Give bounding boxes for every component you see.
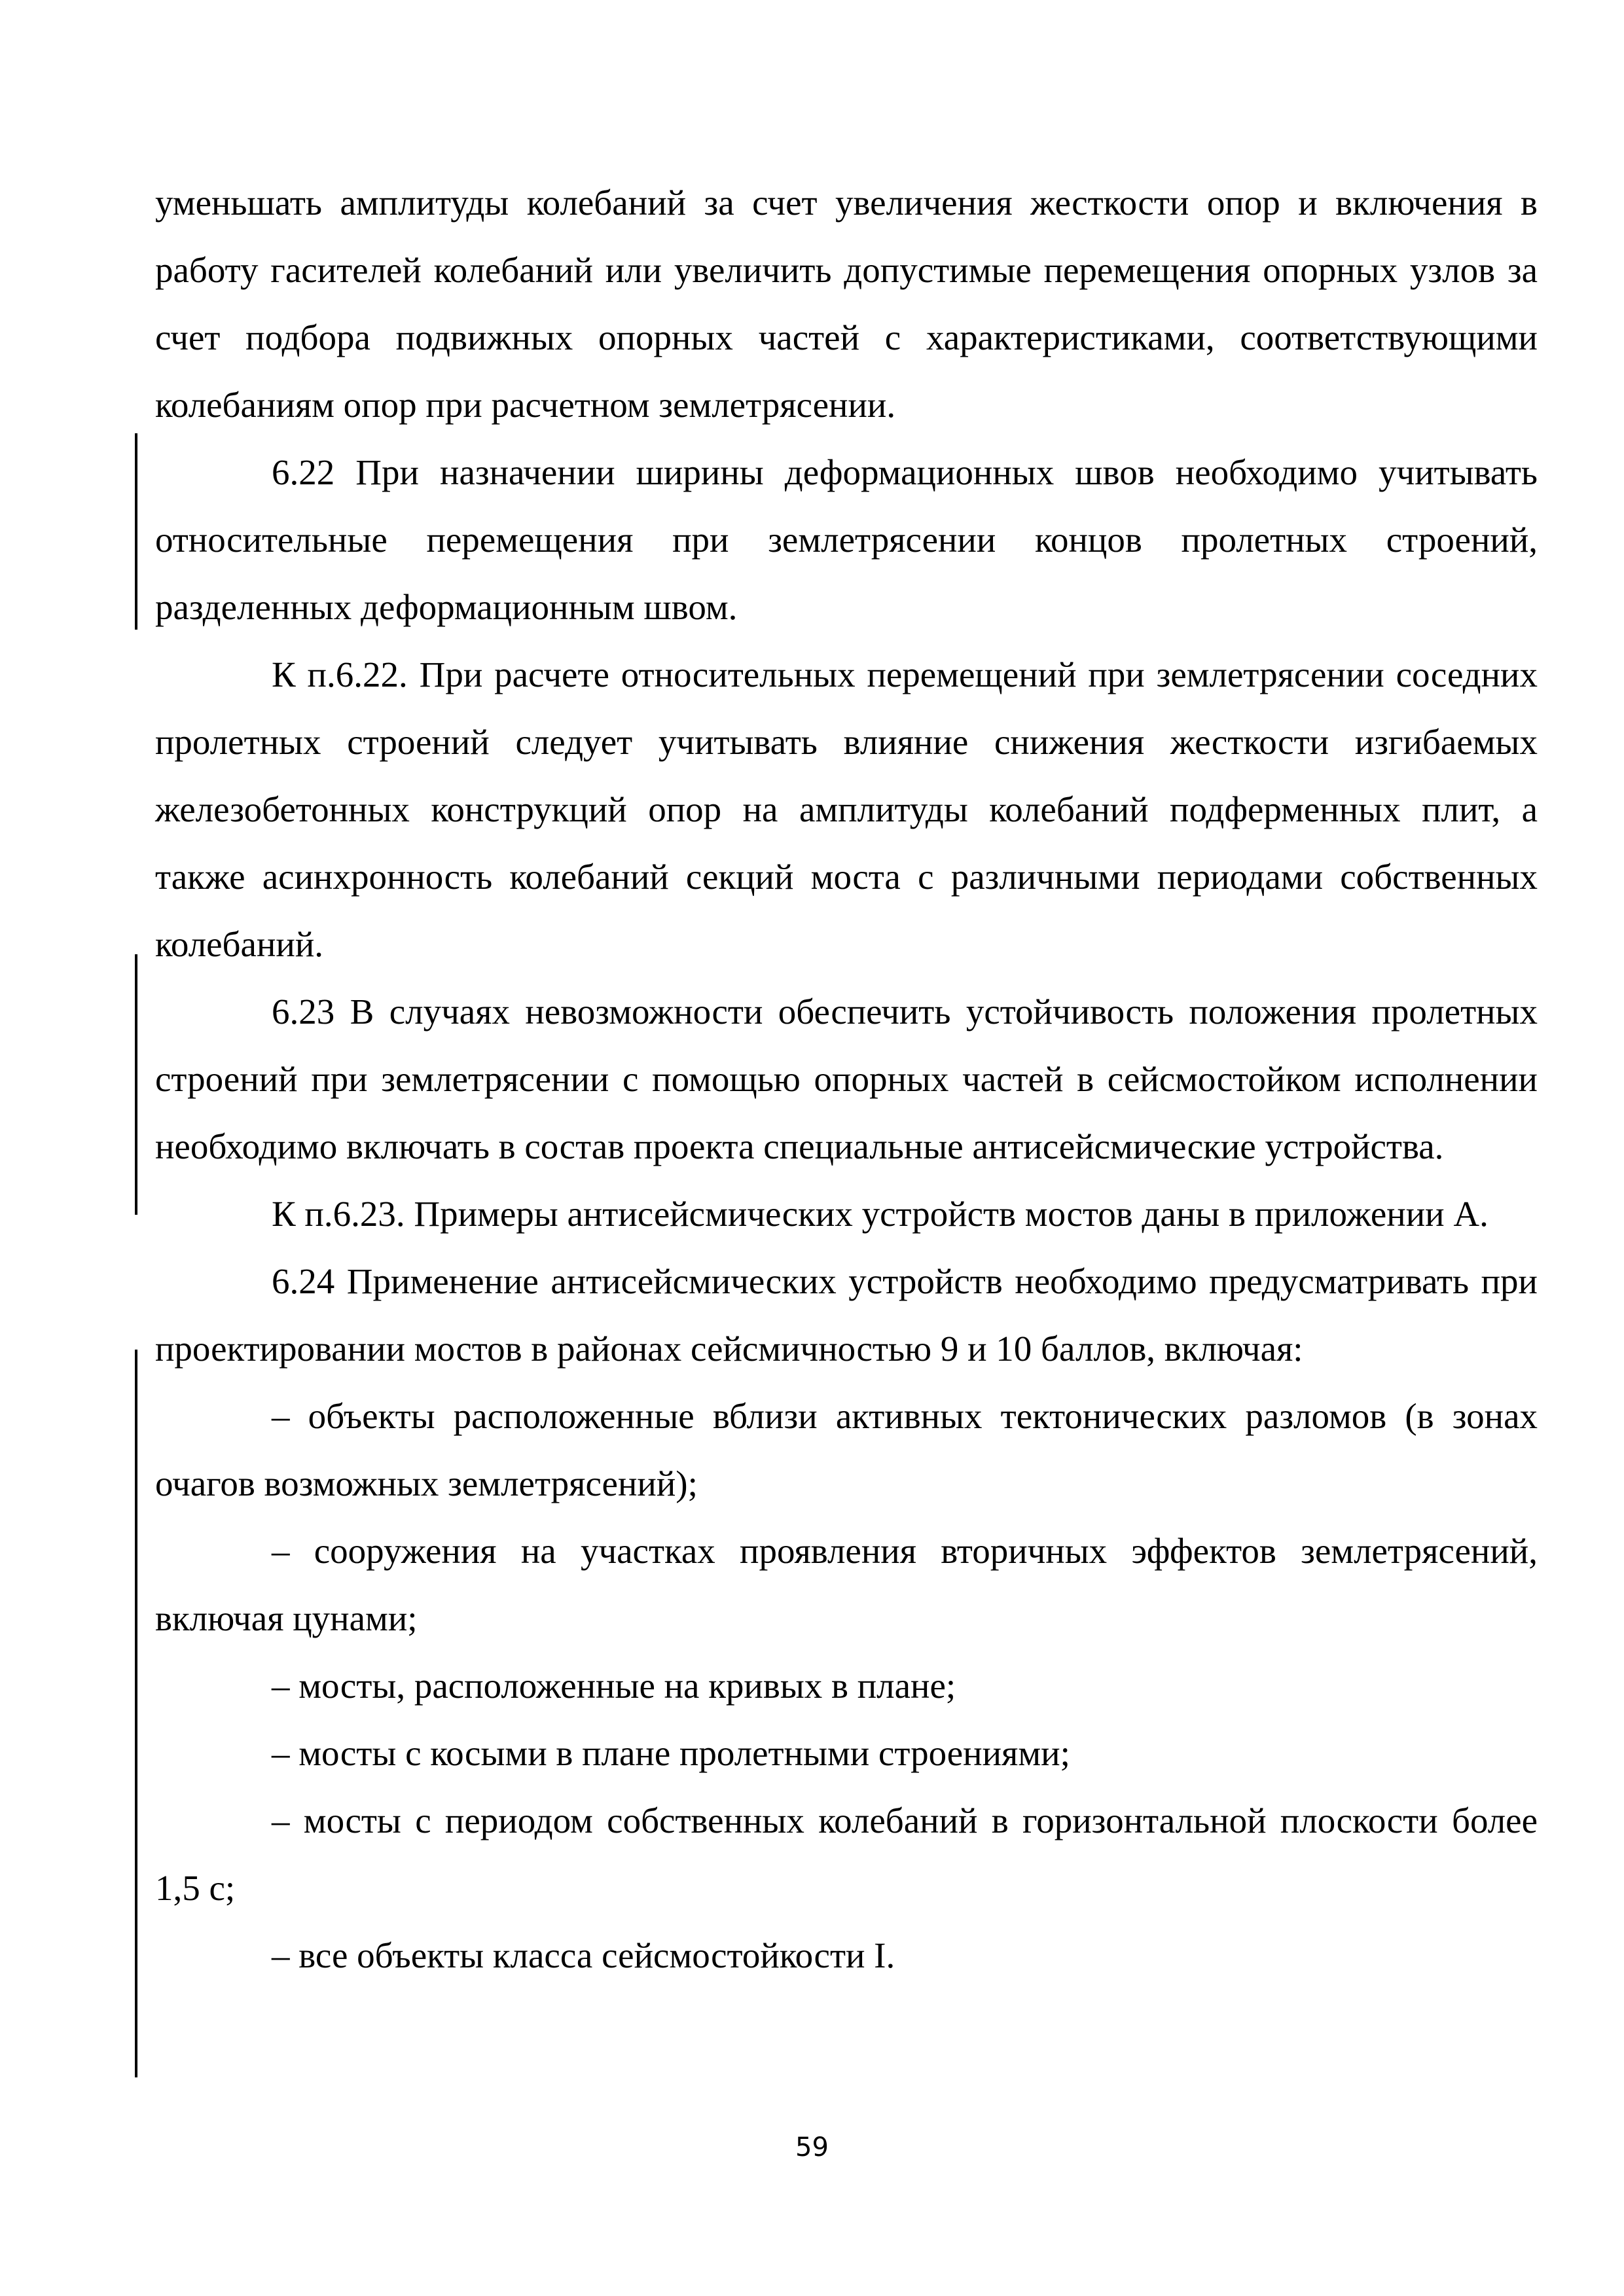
paragraph-6-22: 6.22 При назначении ширины деформационных швов необходимо учитывать относительные перемещения при землетрясении концов пролетных строений, разделенных деформационным швом. <box>155 452 1538 627</box>
page-number: 59 <box>795 2132 829 2162</box>
change-bar-6-22 <box>135 433 137 630</box>
change-bar-6-24 <box>135 1350 137 2077</box>
commentary-6-22: К п.6.22. При расчете относительных перемещений при землетрясении соседних пролетных строений следует учитывать влияние снижения жесткости изгибаемых железобетонных конструкций опор на амплитуды колебаний подферменных плит, а также асинхронность колебаний секций моста с различными периодами собственных колебаний. <box>155 655 1538 964</box>
paragraph-6-24: 6.24 Применение антисейсмических устройств необходимо предусматривать при проектировании мостов в районах сейсмичностью 9 и 10 баллов, включая: <box>155 1261 1538 1369</box>
paragraph-continuation: уменьшать амплитуды колебаний за счет увеличения жесткости опор и включения в работу гасителей колебаний или увеличить допустимые перемещения опорных узлов за счет подбора подвижных опорных частей с характеристиками, соответствующими колебаниям опор при расчетном землетрясении. <box>155 183 1538 425</box>
list-item-long-period-bridges: – мосты с периодом собственных колебаний в горизонтальной плоскости более 1,5 с; <box>155 1801 1538 1908</box>
page-body <box>155 169 1538 1989</box>
change-bar-6-23 <box>135 954 137 1215</box>
list-item-skew-bridges: – мосты с косыми в плане пролетными строениями; <box>272 1733 1070 1773</box>
list-item-class-i-objects: – все объекты класса сейсмостойкости I. <box>272 1935 895 1975</box>
list-item-tectonic-faults: – объекты расположенные вблизи активных тектонических разломов (в зонах очагов возможных землетрясений); <box>155 1396 1538 1503</box>
paragraph-6-23: 6.23 В случаях невозможности обеспечить устойчивость положения пролетных строений при землетрясении с помощью опорных частей в сейсмостойком исполнении необходимо включать в состав проекта специальные антисейсмические устройства. <box>155 992 1538 1166</box>
list-item-secondary-effects: – сооружения на участках проявления вторичных эффектов землетрясений, включая цунами; <box>155 1531 1538 1638</box>
commentary-6-23: К п.6.23. Примеры антисейсмических устройств мостов даны в приложении А. <box>272 1194 1489 1234</box>
list-item-curved-bridges: – мосты, расположенные на кривых в плане; <box>272 1666 956 1706</box>
